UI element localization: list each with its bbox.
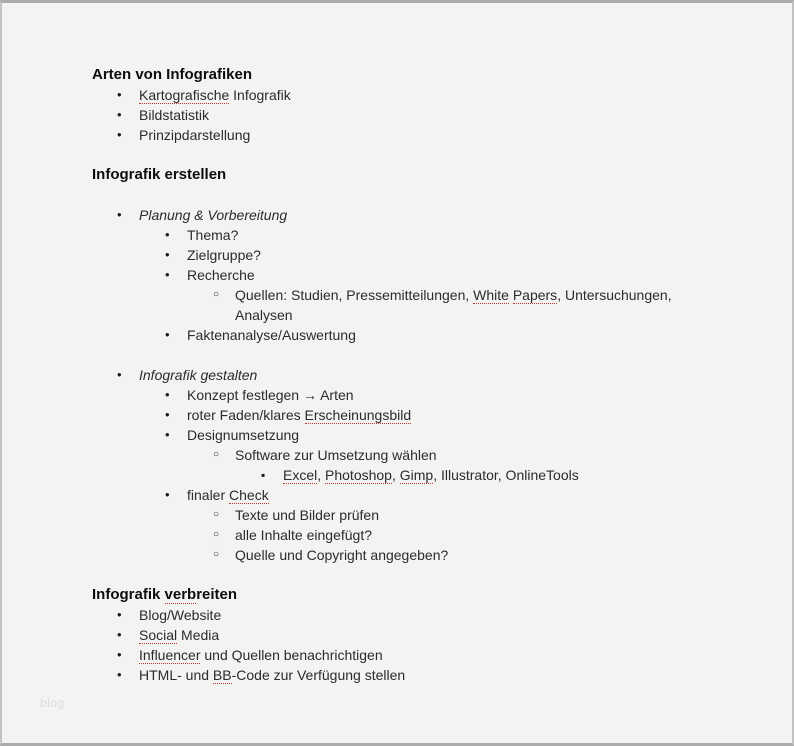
outline-item (209, 285, 792, 325)
outline-document (2, 3, 792, 685)
text-segment: Quelle und Copyright angegeben? (235, 547, 449, 563)
text-segment: , Illustrator, OnlineTools (433, 467, 579, 483)
outline-item (113, 665, 792, 685)
outline-item (161, 265, 792, 285)
outline-item (113, 625, 792, 645)
disc-bullet-icon: • (165, 247, 170, 262)
outline-item-text (139, 105, 209, 125)
outline-item (161, 485, 792, 505)
circle-bullet-icon: ○ (213, 289, 220, 300)
outline-item-text (139, 645, 383, 665)
outline-item-text (139, 205, 287, 225)
text-segment: und Quellen benachrichtigen (200, 647, 383, 663)
outline-item (257, 465, 792, 485)
text-segment: , Untersuchungen, (557, 287, 672, 303)
heading-infografik-erstellen (92, 165, 792, 185)
outline-item-text (139, 85, 291, 105)
text-segment: -Code zur Verfügung stellen (231, 667, 406, 683)
outline-item (113, 125, 792, 145)
text-segment: Designumsetzung (187, 427, 300, 443)
text-segment: Media (177, 627, 220, 643)
disc-bullet-icon: • (165, 387, 170, 402)
outline-item-text (139, 125, 250, 145)
outline-item (161, 225, 792, 245)
disc-bullet-icon: • (117, 627, 122, 642)
outline-item-text (139, 605, 221, 625)
text-segment: Faktenanalyse/Auswertung (187, 327, 356, 343)
disc-bullet-icon: • (165, 327, 170, 342)
outline-item-text (187, 245, 261, 265)
blank-line (2, 345, 792, 365)
outline-item-text (235, 445, 437, 465)
outline-item-text (235, 545, 448, 565)
disc-bullet-icon: • (117, 367, 122, 382)
circle-bullet-icon: ○ (213, 529, 220, 540)
blank-line (2, 145, 792, 165)
disc-bullet-icon: • (117, 207, 122, 222)
blank-line (2, 185, 792, 205)
misspelled-text-segment: White (473, 287, 509, 303)
outline-item (113, 365, 792, 385)
misspelled-text-segment: Papers (512, 287, 558, 303)
misspelled-text-segment: Influencer (139, 647, 201, 663)
outline-item-text (283, 465, 579, 485)
text-segment: Infografik (229, 87, 291, 103)
text-segment: Analysen (235, 307, 293, 323)
outline-item (209, 445, 792, 465)
misspelled-text-segment: verb (164, 586, 197, 603)
text-segment: alle Inhalte eingefügt? (235, 527, 372, 543)
disc-bullet-icon: • (117, 87, 122, 102)
outline-item (209, 545, 792, 565)
outline-item (209, 505, 792, 525)
text-segment: Texte und Bilder prüfen (235, 507, 379, 523)
outline-item-text (139, 665, 405, 685)
text-segment: , (317, 467, 326, 483)
square-bullet-icon: ▪ (261, 468, 266, 482)
outline-item-text (187, 405, 411, 425)
misspelled-text-segment: Gimp (399, 467, 434, 483)
misspelled-text-segment: Kartografische (139, 87, 230, 103)
outline-item (161, 385, 792, 405)
disc-bullet-icon: • (117, 107, 122, 122)
outline-item-text (235, 505, 379, 525)
outline-item-text (187, 485, 269, 505)
outline-item-text (187, 385, 354, 405)
outline-item (113, 85, 792, 105)
misspelled-text-segment: Check (229, 487, 269, 503)
outline-item-text (187, 425, 299, 445)
disc-bullet-icon: • (165, 227, 170, 242)
disc-bullet-icon: • (117, 127, 122, 142)
text-segment: Thema? (187, 227, 239, 243)
text-segment: reiten (196, 586, 238, 603)
text-segment: Zielgruppe? (187, 247, 261, 263)
watermark: blog (40, 696, 65, 710)
text-segment: Infografik erstellen (92, 166, 227, 183)
text-segment: Konzept festlegen → Arten (187, 387, 354, 403)
text-segment: Quellen: Studien, Pressemitteilungen, (235, 287, 474, 303)
outline-item (161, 425, 792, 445)
outline-item (161, 405, 792, 425)
text-segment: Prinzipdarstellung (139, 127, 251, 143)
disc-bullet-icon: • (165, 267, 170, 282)
outline-item-text (139, 625, 219, 645)
text-segment: Infografik gestalten (139, 367, 258, 383)
outline-item-text (187, 225, 238, 245)
text-segment: , (391, 467, 400, 483)
misspelled-text-segment: Erscheinungsbild (304, 407, 412, 423)
text-segment: Blog/Website (139, 607, 222, 623)
text-segment: finaler (187, 487, 230, 503)
misspelled-text-segment: Excel (283, 467, 318, 483)
outline-item-text (235, 525, 372, 545)
circle-bullet-icon: ○ (213, 449, 220, 460)
outline-item (161, 325, 792, 345)
outline-item-text (187, 325, 356, 345)
misspelled-text-segment: Photoshop (325, 467, 392, 483)
text-segment: Software zur Umsetzung wählen (235, 447, 437, 463)
disc-bullet-icon: • (117, 667, 122, 682)
heading-arten-von-infografiken (92, 65, 792, 85)
outline-item (113, 205, 792, 225)
text-segment: HTML- und (139, 667, 213, 683)
text-segment: Recherche (187, 267, 255, 283)
circle-bullet-icon: ○ (213, 509, 220, 520)
outline-item-text (139, 365, 257, 385)
text-segment: Bildstatistik (139, 107, 210, 123)
outline-item (113, 605, 792, 625)
circle-bullet-icon: ○ (213, 549, 220, 560)
text-segment: Infografik (92, 586, 165, 603)
text-segment: roter Faden/klares (187, 407, 305, 423)
disc-bullet-icon: • (117, 647, 122, 662)
text-segment: Planung & Vorbereitung (139, 207, 288, 223)
outline-item (161, 245, 792, 265)
disc-bullet-icon: • (165, 487, 170, 502)
outline-item-text (235, 285, 672, 325)
disc-bullet-icon: • (165, 427, 170, 442)
misspelled-text-segment: BB (212, 667, 232, 683)
heading-infografik-verbreiten (92, 585, 792, 605)
disc-bullet-icon: • (117, 607, 122, 622)
misspelled-text-segment: Social (139, 627, 178, 643)
outline-item (113, 645, 792, 665)
outline-item (209, 525, 792, 545)
outline-item (113, 105, 792, 125)
text-segment: Arten von Infografiken (92, 66, 253, 83)
disc-bullet-icon: • (165, 407, 170, 422)
outline-item-text (187, 265, 255, 285)
blank-line (2, 565, 792, 585)
